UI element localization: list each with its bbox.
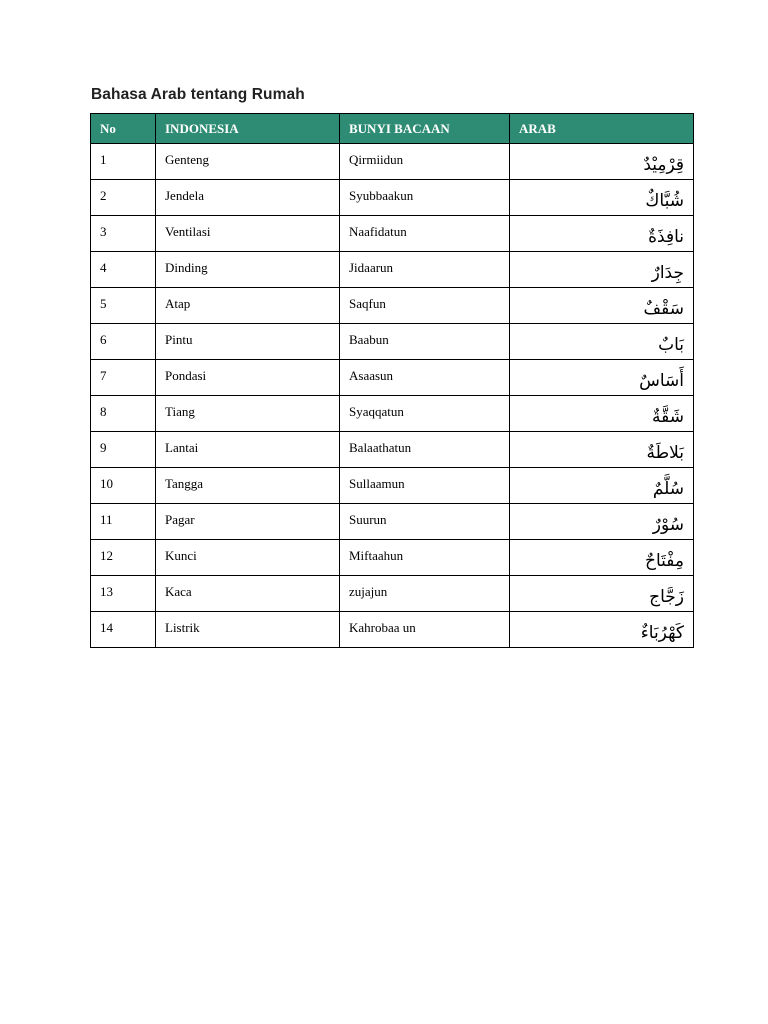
cell-indonesia: Pintu [156, 324, 340, 360]
cell-no: 11 [91, 504, 156, 540]
cell-indonesia: Atap [156, 288, 340, 324]
cell-arab: شُبَّاكٌ [510, 180, 694, 216]
header-no: No [91, 114, 156, 144]
cell-arab: قِرْمِيْدٌ [510, 144, 694, 180]
cell-indonesia: Dinding [156, 252, 340, 288]
cell-no: 8 [91, 396, 156, 432]
header-arab: ARAB [510, 114, 694, 144]
cell-no: 10 [91, 468, 156, 504]
cell-bunyi-bacaan: Jidaarun [340, 252, 510, 288]
cell-arab: شَقَّةٌ [510, 396, 694, 432]
cell-indonesia: Kunci [156, 540, 340, 576]
table-row [91, 540, 694, 576]
cell-bunyi-bacaan: Balaathatun [340, 432, 510, 468]
page-title: Bahasa Arab tentang Rumah [91, 86, 305, 103]
table-row [91, 216, 694, 252]
cell-no: 7 [91, 360, 156, 396]
table-body [91, 144, 694, 648]
cell-no: 3 [91, 216, 156, 252]
table-row [91, 324, 694, 360]
cell-indonesia: Pagar [156, 504, 340, 540]
cell-bunyi-bacaan: Saqfun [340, 288, 510, 324]
cell-arab: سُلَّمٌ [510, 468, 694, 504]
cell-indonesia: Listrik [156, 612, 340, 648]
cell-arab: زَجَّاج [510, 576, 694, 612]
cell-no: 13 [91, 576, 156, 612]
cell-bunyi-bacaan: Syubbaakun [340, 180, 510, 216]
table-row [91, 252, 694, 288]
header-bunyi-bacaan: BUNYI BACAAN [340, 114, 510, 144]
cell-arab: كَهْرُبَاءٌ [510, 612, 694, 648]
cell-indonesia: Kaca [156, 576, 340, 612]
cell-arab: بَلاطَةٌ [510, 432, 694, 468]
cell-bunyi-bacaan: Syaqqatun [340, 396, 510, 432]
cell-arab: جِدَارٌ [510, 252, 694, 288]
cell-bunyi-bacaan: Miftaahun [340, 540, 510, 576]
cell-bunyi-bacaan: Suurun [340, 504, 510, 540]
cell-bunyi-bacaan: Naafidatun [340, 216, 510, 252]
table-row [91, 468, 694, 504]
cell-indonesia: Tangga [156, 468, 340, 504]
cell-no: 2 [91, 180, 156, 216]
table-row [91, 504, 694, 540]
cell-arab: سُوْرٌ [510, 504, 694, 540]
cell-arab: بَابٌ [510, 324, 694, 360]
cell-indonesia: Jendela [156, 180, 340, 216]
cell-arab: أَسَاسٌ [510, 360, 694, 396]
table-row [91, 144, 694, 180]
cell-no: 12 [91, 540, 156, 576]
cell-bunyi-bacaan: Qirmiidun [340, 144, 510, 180]
table-header [91, 114, 694, 144]
cell-indonesia: Tiang [156, 396, 340, 432]
vocabulary-table [90, 113, 694, 648]
table-row [91, 396, 694, 432]
cell-indonesia: Pondasi [156, 360, 340, 396]
cell-indonesia: Lantai [156, 432, 340, 468]
cell-no: 14 [91, 612, 156, 648]
cell-arab: مِفْتَاحٌ [510, 540, 694, 576]
header-indonesia: INDONESIA [156, 114, 340, 144]
cell-no: 9 [91, 432, 156, 468]
table-row [91, 288, 694, 324]
cell-bunyi-bacaan: Sullaamun [340, 468, 510, 504]
cell-arab: سَقْفٌ [510, 288, 694, 324]
table-row [91, 432, 694, 468]
cell-indonesia: Genteng [156, 144, 340, 180]
cell-no: 6 [91, 324, 156, 360]
cell-bunyi-bacaan: Baabun [340, 324, 510, 360]
table-row [91, 576, 694, 612]
cell-bunyi-bacaan: zujajun [340, 576, 510, 612]
table-row [91, 360, 694, 396]
cell-indonesia: Ventilasi [156, 216, 340, 252]
table-row [91, 180, 694, 216]
cell-no: 4 [91, 252, 156, 288]
header-row [91, 114, 694, 144]
cell-arab: نافِذَةٌ [510, 216, 694, 252]
cell-bunyi-bacaan: Kahrobaa un [340, 612, 510, 648]
cell-no: 1 [91, 144, 156, 180]
cell-no: 5 [91, 288, 156, 324]
table-row [91, 612, 694, 648]
cell-bunyi-bacaan: Asaasun [340, 360, 510, 396]
